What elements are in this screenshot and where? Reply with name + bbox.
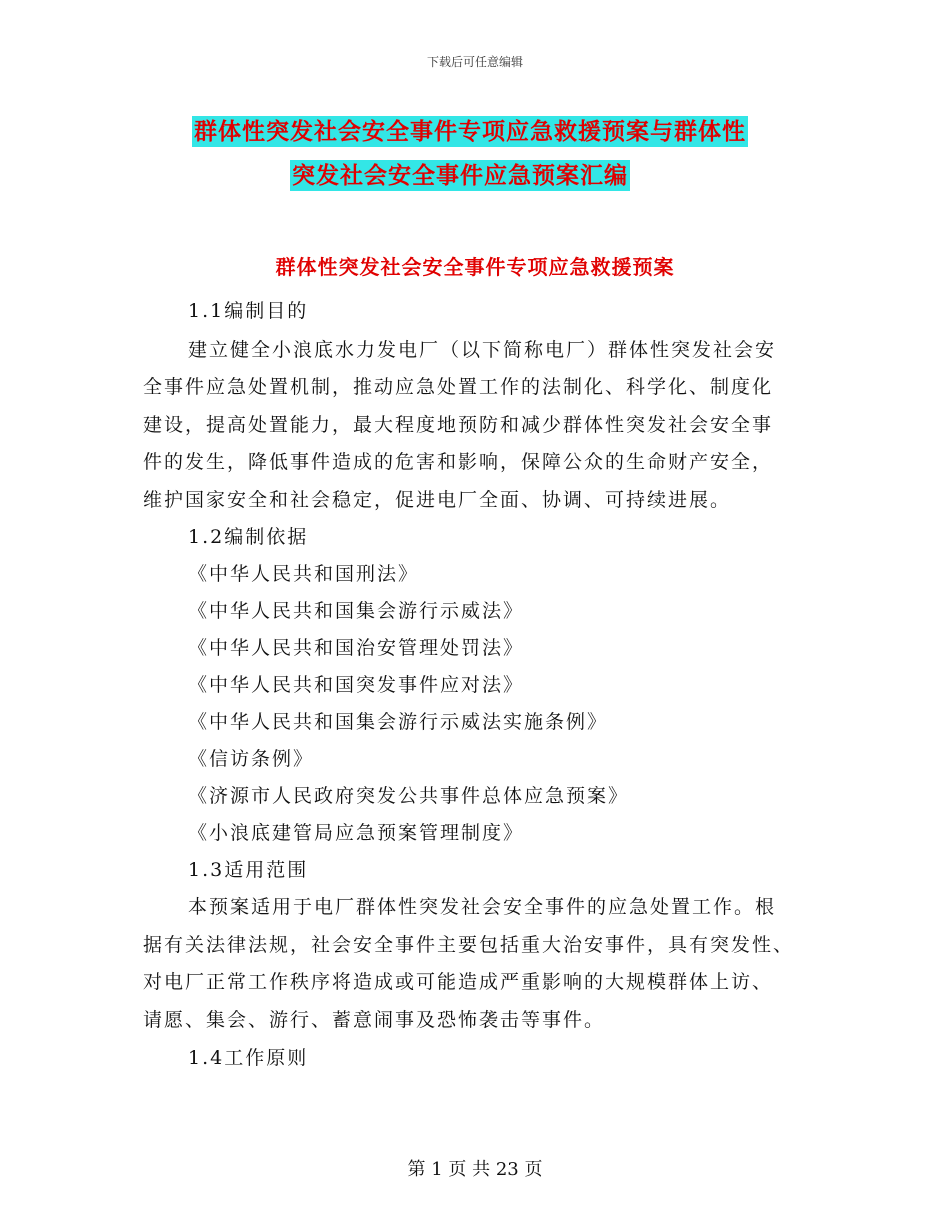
law-reference: 《中华人民共和国集会游行示威法实施条例》 — [188, 711, 609, 733]
paragraph-line: 维护国家安全和社会稳定，促进电厂全面、协调、可持续进展。 — [143, 489, 732, 511]
paragraph-line: 对电厂正常工作秩序将造成或可能造成严重影响的大规模群体上访、 — [143, 971, 774, 993]
paragraph-line: 请愿、集会、游行、蓄意闹事及恐怖袭击等事件。 — [143, 1009, 606, 1031]
header-note: 下载后可任意编辑 — [426, 55, 523, 69]
section-title: 群体性突发社会安全事件专项应急救援预案 — [275, 255, 675, 279]
law-reference: 《中华人民共和国集会游行示威法》 — [188, 600, 525, 622]
page-footer: 第 1 页 共 23 页 — [407, 1159, 543, 1180]
paragraph-line: 建设，提高处置能力，最大程度地预防和减少群体性突发社会安全事 — [143, 414, 774, 436]
heading-1-1: 1.1编制目的 — [188, 300, 309, 322]
heading-1-4: 1.4工作原则 — [188, 1047, 309, 1069]
law-reference: 《中华人民共和国治安管理处罚法》 — [188, 637, 525, 659]
law-reference: 《中华人民共和国突发事件应对法》 — [188, 674, 525, 696]
law-reference: 《济源市人民政府突发公共事件总体应急预案》 — [188, 785, 630, 807]
heading-1-3: 1.3适用范围 — [188, 859, 309, 881]
law-reference: 《信访条例》 — [188, 748, 315, 770]
document-title-line-2: 突发社会安全事件应急预案汇编 — [292, 162, 628, 189]
law-reference: 《小浪底建管局应急预案管理制度》 — [188, 822, 525, 844]
document-title-line-1: 群体性突发社会安全事件专项应急救援预案与群体性 — [194, 118, 746, 145]
paragraph-line: 本预案适用于电厂群体性突发社会安全事件的应急处置工作。根 — [188, 896, 777, 918]
heading-1-2: 1.2编制依据 — [188, 526, 309, 548]
paragraph-line: 建立健全小浪底水力发电厂（以下简称电厂）群体性突发社会安 — [188, 339, 777, 361]
law-reference: 《中华人民共和国刑法》 — [188, 563, 420, 585]
paragraph-line: 全事件应急处置机制，推动应急处置工作的法制化、科学化、制度化 — [143, 376, 774, 398]
paragraph-line: 件的发生，降低事件造成的危害和影响，保障公众的生命财产安全， — [143, 451, 774, 473]
paragraph-line: 据有关法律法规，社会安全事件主要包括重大治安事件，具有突发性、 — [143, 934, 795, 956]
